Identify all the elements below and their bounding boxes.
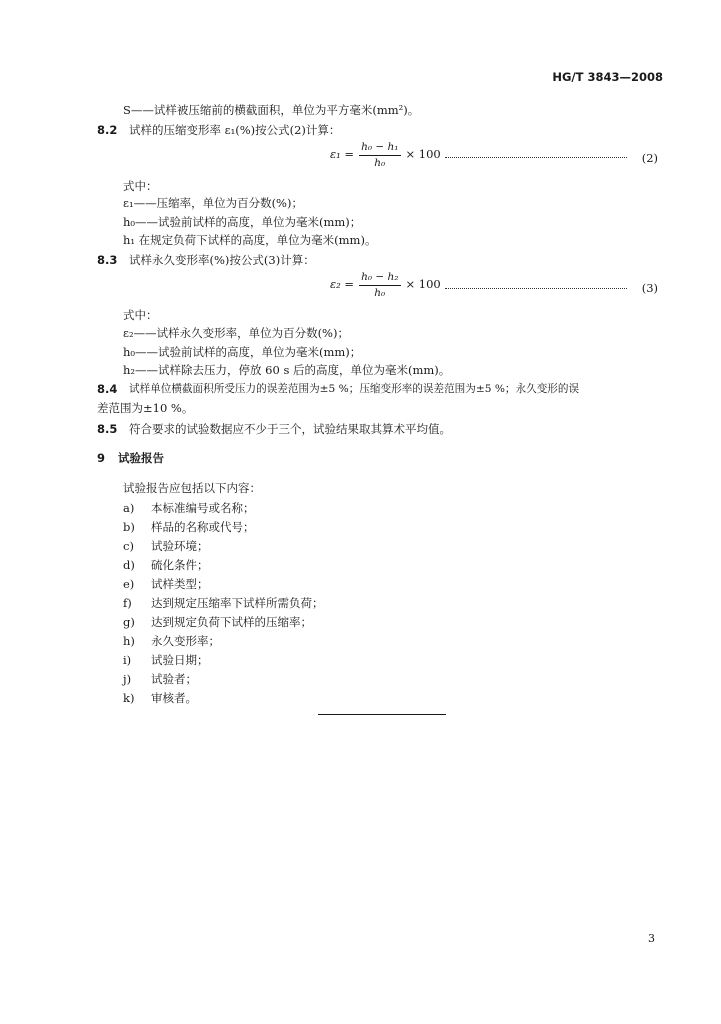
formula-3 [330, 271, 441, 299]
section-9-intro: 试验报告应包括以下内容： [123, 481, 261, 495]
list-item [123, 578, 209, 592]
area-definition: S——试样被压缩前的横截面积，单位为平方毫米(mm²)。 [123, 103, 420, 117]
formula-2-leader-dots [445, 157, 627, 158]
section-8-3-def: ε₂——试样永久变形率，单位为百分数(%)； [123, 326, 349, 340]
section-8-3-text: 试样永久变形率(%)按公式(3)计算： [129, 253, 315, 267]
section-9-number: 9 [97, 451, 106, 465]
end-rule [318, 714, 446, 715]
list-item-text: 审核者。 [151, 691, 197, 705]
section-8-5-text: 符合要求的试验数据应不少于三个，试验结果取其算术平均值。 [129, 422, 451, 436]
list-item [123, 540, 209, 554]
list-item-label: a) [123, 501, 135, 515]
list-item-text: 永久变形率； [151, 634, 220, 648]
formula-3-fraction [359, 271, 400, 299]
list-item-text: 达到规定压缩率下试样所需负荷； [151, 596, 324, 610]
standard-number: HG/T 3843—2008 [552, 70, 663, 84]
list-item-text: 本标准编号或名称； [151, 501, 255, 515]
formula-2-rhs: × 100 [405, 147, 441, 162]
list-item-label: b) [123, 520, 135, 534]
list-item-text: 试验日期； [151, 653, 209, 667]
section-9-title: 试验报告 [118, 451, 164, 465]
list-item-text: 硫化条件； [151, 558, 209, 572]
page-number: 3 [648, 932, 655, 945]
list-item [123, 654, 209, 668]
list-item [123, 616, 312, 630]
list-item [123, 692, 197, 706]
list-item-text: 试样类型； [151, 577, 209, 591]
formula-2-lhs: ε₁ = [330, 147, 355, 162]
formula-2-number: (2) [641, 151, 658, 165]
list-item-label: j) [123, 672, 132, 686]
formula-2-numerator: h₀ − h₁ [359, 141, 400, 156]
list-item-label: h) [123, 634, 135, 648]
list-item-text: 试验者； [151, 672, 197, 686]
formula-3-number: (3) [641, 281, 658, 295]
list-item-text: 样品的名称或代号； [151, 520, 255, 534]
formula-3-leader-dots [445, 288, 627, 289]
formula-3-denominator: h₀ [374, 286, 386, 299]
formula-2-denominator: h₀ [374, 156, 386, 169]
formula-3-lhs: ε₂ = [330, 277, 355, 292]
section-8-2-text: 试样的压缩变形率 ε₁(%)按公式(2)计算： [129, 123, 341, 137]
list-item-label: g) [123, 615, 135, 629]
section-8-4-line2: 差范围为±10 %。 [97, 401, 194, 415]
list-item-text: 试验环境； [151, 539, 209, 553]
section-8-2-def: h₀——试验前试样的高度，单位为毫米(mm)； [123, 215, 362, 229]
section-8-4-line1: 试样单位横截面积所受压力的误差范围为±5 %；压缩变形率的误差范围为±5 %；永久变形的误 [129, 383, 580, 395]
section-8-2-number: 8.2 [97, 123, 118, 137]
section-8-3-number: 8.3 [97, 253, 118, 267]
list-item-label: i) [123, 653, 132, 667]
list-item [123, 521, 255, 535]
list-item-label: d) [123, 558, 135, 572]
section-8-5-number: 8.5 [97, 422, 118, 436]
list-item [123, 597, 324, 611]
list-item [123, 502, 255, 516]
list-item-label: f) [123, 596, 132, 610]
list-item-label: c) [123, 539, 134, 553]
list-item [123, 673, 197, 687]
list-item-label: e) [123, 577, 135, 591]
section-8-3-def: h₀——试验前试样的高度，单位为毫米(mm)； [123, 345, 362, 359]
section-8-2-where: 式中： [123, 179, 158, 193]
list-item [123, 559, 209, 573]
list-item [123, 635, 220, 649]
section-8-4-number: 8.4 [97, 382, 118, 396]
section-8-3-where: 式中： [123, 308, 158, 322]
formula-2-fraction [359, 141, 400, 169]
section-8-3-def: h₂——试样除去压力，停放 60 s 后的高度，单位为毫米(mm)。 [123, 363, 451, 377]
list-item-label: k) [123, 691, 135, 705]
section-8-2-def: ε₁——压缩率，单位为百分数(%)； [123, 196, 303, 210]
formula-3-rhs: × 100 [405, 277, 441, 292]
formula-3-numerator: h₀ − h₂ [359, 271, 400, 286]
formula-2 [330, 141, 441, 169]
list-item-text: 达到规定负荷下试样的压缩率； [151, 615, 312, 629]
section-8-2-def: h₁ 在规定负荷下试样的高度，单位为毫米(mm)。 [123, 233, 377, 247]
